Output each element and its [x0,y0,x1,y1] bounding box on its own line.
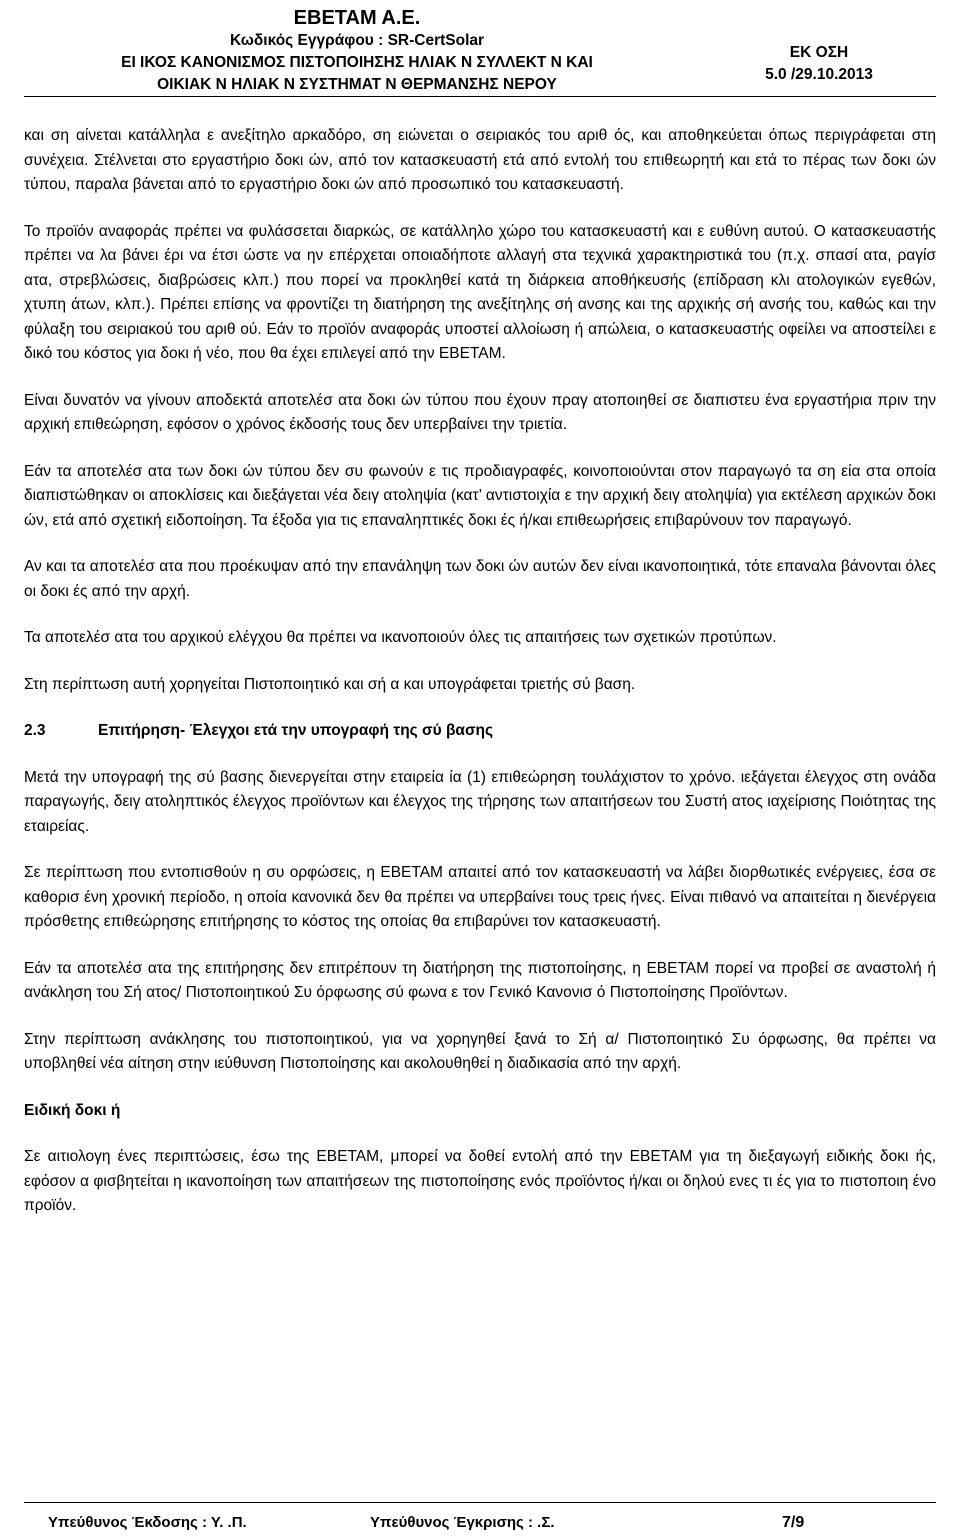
header-title-block [24,4,690,96]
footer-approver: Υπεύθυνος Έγκρισης : .Σ. [370,1514,555,1531]
edition-block [702,42,936,86]
page-number: 7/9 [782,1514,805,1531]
document-code: Κωδικός Εγγράφου : SR-CertSolar [229,32,485,49]
paragraph: Αν και τα αποτελέσ ατα που προέκυψαν από την επανάληψη των δοκι ών αυτών δεν είναι ικανοποιητικά, τότε επαναλα βάνονται όλες οι δοκι ές από την αρχή. [24,558,936,600]
paragraph: Στην περίπτωση ανάκλησης του πιστοποιητικού, για να χορηγηθεί ξανά το Σή α/ Πιστοποιητικό Συ όρφωσης, θα πρέπει να υποβληθεί νέα αίτηση στην ιεύθυνση Πιστοποίησης και ακολουθηθεί η διαδικασία από την αρχή. [24,1030,936,1072]
paragraph: Είναι δυνατόν να γίνουν αποδεκτά αποτελέσ ατα δοκι ών τύπου που έχουν πραγ ατοποιηθεί σε διαπιστευ ένα εργαστήρια πριν την αρχική επιθεώρηση, εφόσον ο χρόνος έκδοσής τους δεν υπερβαίνει την τριετία. [24,391,936,433]
paragraph: Εάν τα αποτελέσ ατα της επιτήρησης δεν επιτρέπουν τη διατήρηση της πιστοποίησης, η ΕΒΕΤΑΜ πορεί να προβεί σε αναστολή ή ανάκληση του Σή ατος/ Πιστοποιητικού Συ όρφωσης σύ φωνα ε τον Γενικό Κανονισ ό Πιστοποίησης Προϊόντων. [24,959,936,1001]
organization-name: ΕΒΕΤΑΜ Α.Ε. [293,7,421,29]
document-title-line-1: ΕΙ ΙΚΟΣ ΚΑΝΟΝΙΣΜΟΣ ΠΙΣΤΟΠΟΙΗΣΗΣ ΗΛΙΑΚ Ν ΣΥΛΛΕΚΤ Ν ΚΑΙ [121,54,593,71]
page-header [24,4,936,97]
section-number: 2.3 [24,722,46,739]
paragraph: Μετά την υπογραφή της σύ βασης διενεργείται στην εταιρεία ία (1) επιθεώρηση τουλάχιστον το χρόνο. ιεξάγεται έλεγχος στη ονάδα παραγωγής, δειγ ατοληπτικός έλεγχος προϊόντων και έλεγχος της τήρησης των απαιτήσεων του Συστή ατος ιαχείρισης Ποιότητας της εταιρείας. [24,768,936,835]
paragraph: Σε αιτιολογη ένες περιπτώσεις, έσω της ΕΒΕΤΑΜ, μπορεί να δοθεί εντολή από την ΕΒΕΤΑΜ για τη διεξαγωγή ειδικής δοκι ής, εφόσον α φισβητείται η ικανοποίηση των απαιτήσεων της πιστοποίησης ενός προϊόντος ή/και οι δηλού ενες τι ές για το πιστοποιη ένο προϊόν. [24,1148,936,1214]
paragraph: και ση αίνεται κατάλληλα ε ανεξίτηλο αρκαδόρο, ση ειώνεται ο σειριακός του αριθ ός, και αποθηκεύεται όπως περιγράφεται στη συνέχεια. Στέλνεται στο εργαστήριο δοκι ών, από τον κατασκευαστή ετά από εντολή του επιθεωρητή και ετά το πέρας των δοκι ών τύπου, παραλα βάνεται από το εργαστήριο δοκι ών από προσωπικό του κατασκευαστή. [24,127,936,193]
document-title-line-2: ΟΙΚΙΑΚ Ν ΗΛΙΑΚ Ν ΣΥΣΤΗΜΑΤ Ν ΘΕΡΜΑΝΣΗΣ ΝΕΡΟΥ [157,76,557,93]
footer-issuer: Υπεύθυνος Έκδοσης : Υ. .Π. [48,1514,247,1531]
paragraph: Το προϊόν αναφοράς πρέπει να φυλάσσεται διαρκώς, σε κατάλληλο χώρο του κατασκευαστή και ε ευθύνη αυτού. Ο κατασκευαστής πρέπει να λα βάνει έρι να έτσι ώστε να ην επέρχεται οποιαδήποτε αλλαγή στα τεχνικά χαρακτηριστικά του (π.χ. σπασί ατα, ραγίσ ατα, στρεβλώσεις, διαβρώσεις κλπ.) που πορεί να προκληθεί κατά τη διάρκεια αποθήκευσής (επίδραση κλι ατολογικών εγεθών, χτυπη άτων, κλπ.). Πρέπει επίσης να φροντίζει τη διατήρηση της ανεξίτηλης σή ανσης και της αρχικής σή ανσής του, καθώς και την φύλαξη του σειριακού του αριθ ού. Εάν το προϊόν αναφοράς υποστεί αλλοίωση ή απώλεια, ο κατασκευαστής οφείλει να αποστείλει ε δικό του κόστος για δοκι ή νέο, που θα έχει επιλεγεί από την ΕΒΕΤΑΜ. [24,222,936,362]
edition-label: ΕΚ ΟΣΗ [789,44,849,61]
edition-value: 5.0 /29.10.2013 [765,66,873,83]
paragraph: Τα αποτελέσ ατα του αρχικού ελέγχου θα πρέπει να ικανοποιούν όλες τις απαιτήσεις των σχετικών προτύπων. [24,629,777,646]
paragraph: Σε περίπτωση που εντοπισθούν η συ ορφώσεις, η ΕΒΕΤΑΜ απαιτεί από τον κατασκευαστή να λάβει διορθωτικές ενέργειες, έσα σε καθορισ ένη χρονική περίοδο, η οποία κανονικά δεν θα πρέπει να υπερβαίνει τους τρεις ήνες. Είναι πιθανό να απαιτείται η διενέργεια πρόσθετης επιθεώρησης επιτήρησης το κόστος της οποίας θα επιβαρύνει τον κατασκευαστή. [24,864,936,930]
subheading: Ειδική δοκι ή [24,1101,121,1119]
section-heading [24,719,936,744]
page-footer [24,1502,936,1537]
paragraph: Εάν τα αποτελέσ ατα των δοκι ών τύπου δεν συ φωνούν ε τις προδιαγραφές, κοινοποιούνται στον παραγωγό τα ση εία στα οποία διαπιστώθηκαν οι αποκλίσεις και διεξάγεται νέα δειγ ατοληψία (κατ’ αντιστοιχία ε την αρχική δειγ ατοληψία) για εκτέλεση αρχικών δοκι ών, ετά από σχετική ειδοποίηση. Τα έξοδα για τις επαναληπτικές δοκι ές ή/και επιθεωρήσεις επιβαρύνουν τον παραγωγό. [24,462,936,529]
section-title: Επιτήρηση- Έλεγχοι ετά την υπογραφή της σύ βασης [98,722,494,739]
paragraph: Στη περίπτωση αυτή χορηγείται Πιστοποιητικό και σή α και υπογράφεται τριετής σύ βαση. [24,675,636,693]
document-body [24,124,936,1241]
